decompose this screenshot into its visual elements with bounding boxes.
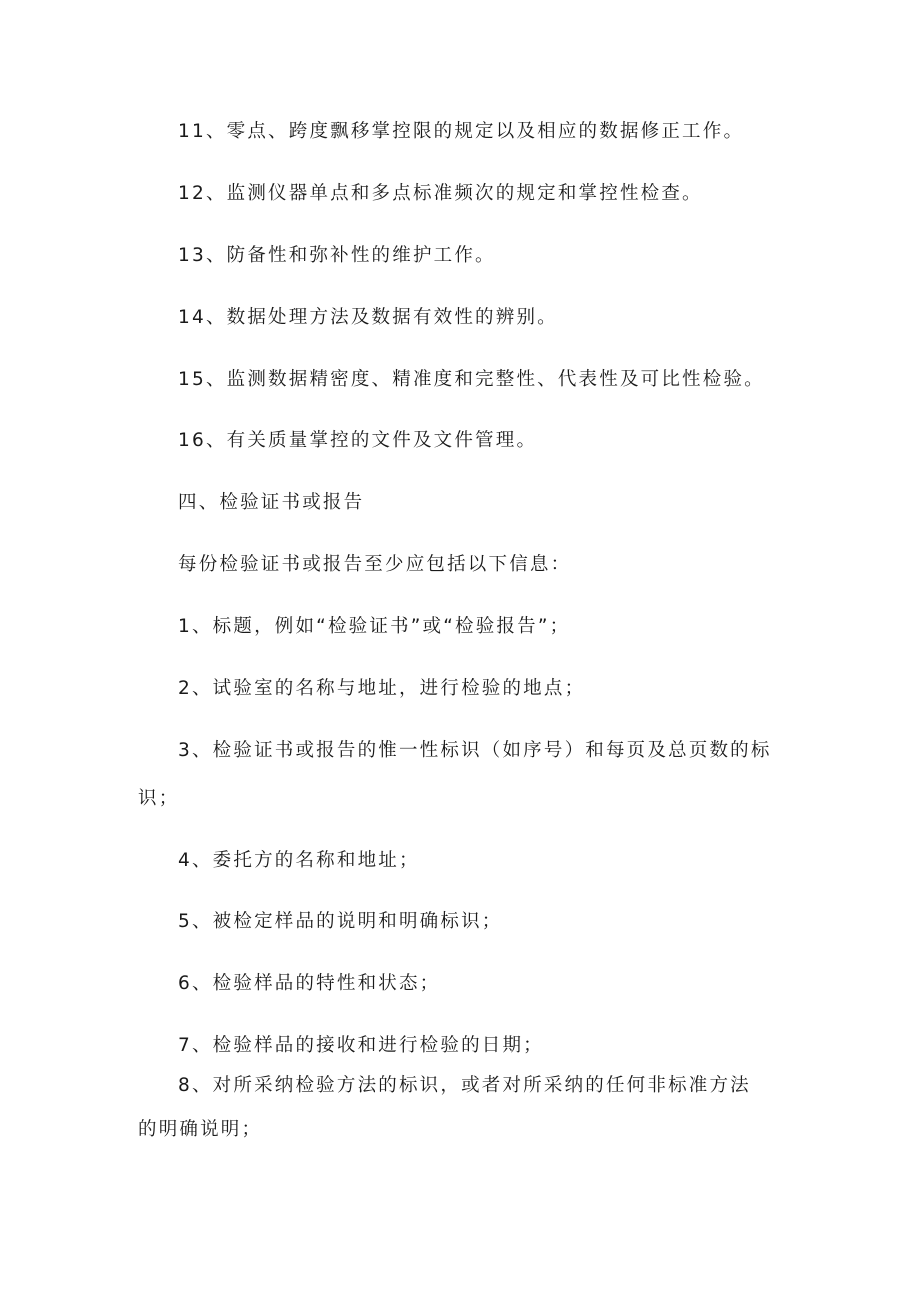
item-12: 12、监测仪器单点和多点标准频次的规定和掌控性检查。 [178,183,703,204]
item-16: 16、有关质量掌控的文件及文件管理。 [178,430,538,451]
list-item-6: 6、检验样品的特性和状态； [178,973,441,994]
item-11: 11、零点、跨度飘移掌控限的规定以及相应的数据修正工作。 [178,121,745,142]
item-13: 13、防备性和弥补性的维护工作。 [178,245,496,266]
list-item-4: 4、委托方的名称和地址； [178,850,420,871]
list-item-3: 3、检验证书或报告的惟一性标识（如序号）和每页及总页数的标 [178,740,772,761]
item-14: 14、数据处理方法及数据有效性的辨别。 [178,307,558,328]
list-item-3-continued: 识； [138,788,180,809]
section-intro: 每份检验证书或报告至少应包括以下信息： [178,554,572,575]
list-item-8: 8、对所采纳检验方法的标识，或者对所采纳的任何非标准方法 [178,1075,751,1096]
list-item-7: 7、检验样品的接收和进行检验的日期； [178,1035,544,1056]
list-item-2: 2、试验室的名称与地址，进行检验的地点； [178,678,586,699]
list-item-5: 5、被检定样品的说明和明确标识； [178,911,503,932]
list-item-1: 1、标题，例如“检验证书”或“检验报告”； [178,616,571,637]
item-15: 15、监测数据精密度、精准度和完整性、代表性及可比性检验。 [178,369,765,390]
section-heading: 四、检验证书或报告 [178,492,365,513]
list-item-8-continued: 的明确说明； [138,1119,263,1140]
